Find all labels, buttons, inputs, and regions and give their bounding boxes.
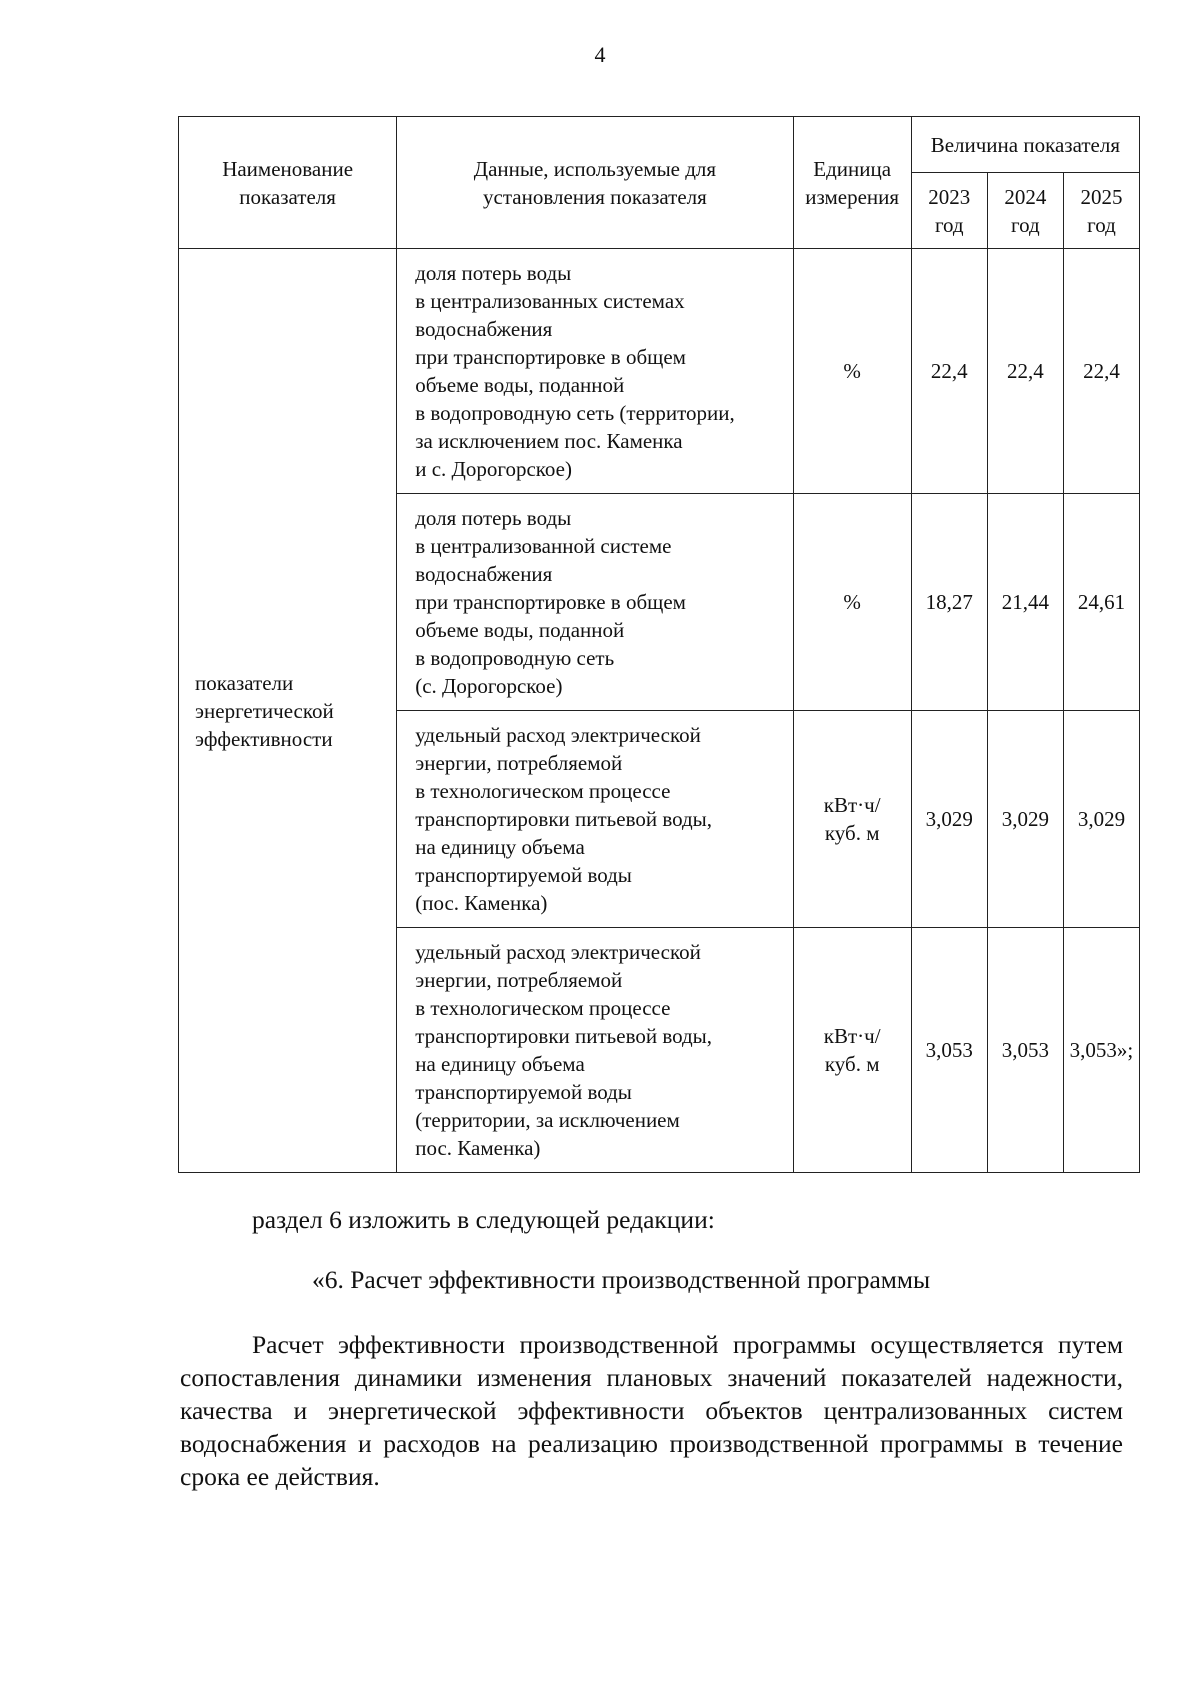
page-number: 4: [594, 42, 606, 67]
value-2025: 3,029: [1063, 711, 1139, 928]
indicators-table: [178, 116, 1140, 1173]
indicator-description: удельный расход электрической энергии, потребляемой в технологическом процессе транспортировки питьевой воды, на единицу объема транспортируемой воды (пос. Каменка): [397, 711, 793, 928]
value-2023: 22,4: [911, 249, 987, 494]
value-2025: 22,4: [1063, 249, 1139, 494]
value-2023: 18,27: [911, 494, 987, 711]
indicator-unit: кВт·ч/ куб. м: [793, 928, 911, 1173]
indicator-unit: кВт·ч/ куб. м: [793, 711, 911, 928]
value-2024: 21,44: [987, 494, 1063, 711]
indicator-unit: %: [793, 249, 911, 494]
value-2023: 3,029: [911, 711, 987, 928]
value-2025: 24,61: [1063, 494, 1139, 711]
header-unit: Единица измерения: [793, 117, 911, 249]
header-year: 2023 год: [911, 173, 987, 249]
indicator-description: доля потерь воды в централизованной системе водоснабжения при транспортировке в общем объеме воды, поданной в водопроводную сеть (с. Дорогорское): [397, 494, 793, 711]
table-row: [179, 249, 1140, 494]
indicator-description: удельный расход электрической энергии, потребляемой в технологическом процессе транспортировки питьевой воды, на единицу объема транспортируемой воды (территории, за исключением пос. Каменка): [397, 928, 793, 1173]
header-year: 2025 год: [1063, 173, 1139, 249]
indicator-group-name: показатели энергетической эффективности: [179, 249, 397, 1173]
section-body: Расчет эффективности производственной программы осуществляется путем сопоставления динамики изменения плановых значений показателей надежности, качества и энергетической эффективности объектов централизованных систем водоснабжения и расходов на реализацию производственной программы в течение срока ее действия.: [180, 1330, 1123, 1491]
value-2025: 3,053»;: [1063, 928, 1139, 1173]
indicator-description: доля потерь воды в централизованных системах водоснабжения при транспортировке в общем объеме воды, поданной в водопроводную сеть (территории, за исключением пос. Каменка и с. Дорогорское): [397, 249, 793, 494]
value-2024: 22,4: [987, 249, 1063, 494]
header-data: Данные, используемые для установления показателя: [397, 117, 793, 249]
header-value-group: Величина показателя: [911, 117, 1139, 173]
indicator-unit: %: [793, 494, 911, 711]
value-2024: 3,053: [987, 928, 1063, 1173]
section-intro: раздел 6 изложить в следующей редакции:: [252, 1205, 715, 1234]
section-heading: «6. Расчет эффективности производственной программы: [312, 1265, 931, 1294]
value-2024: 3,029: [987, 711, 1063, 928]
header-year: 2024 год: [987, 173, 1063, 249]
header-name: Наименование показателя: [179, 117, 397, 249]
value-2023: 3,053: [911, 928, 987, 1173]
